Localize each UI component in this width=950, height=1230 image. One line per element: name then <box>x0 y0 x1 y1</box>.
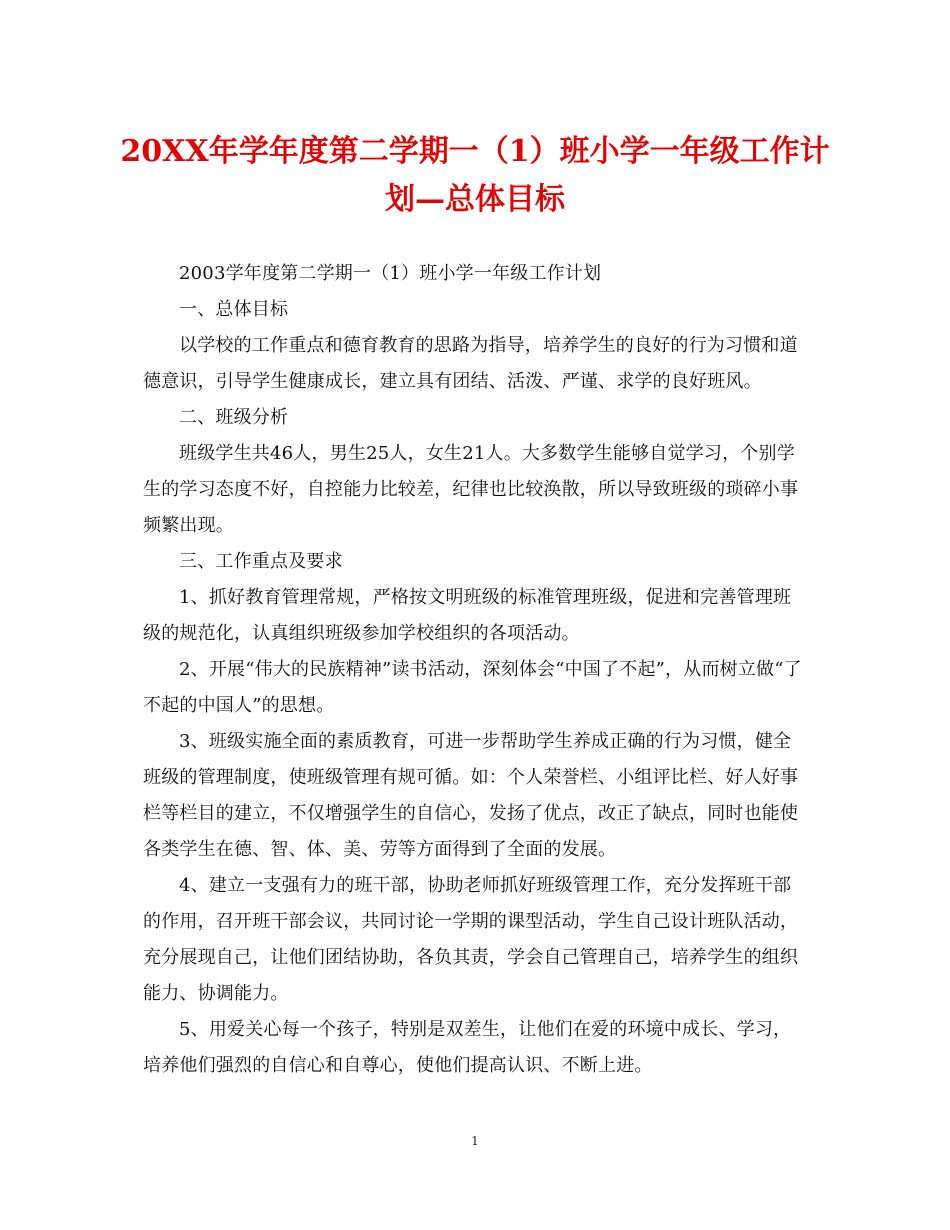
paragraph-class-analysis: 班级学生共46人，男生25人，女生21人。大多数学生能够自觉学习，个别学生的学习态度不好，自控能力比较差，纪律也比较涣散，所以导致班级的琐碎小事频繁出现。 <box>143 443 799 536</box>
document-body <box>143 256 803 1084</box>
paragraph-item-2: 2、开展“伟大的民族精神”读书活动，深刻体会“中国了不起”，从而树立做“了不起的中国人”的思想。 <box>143 659 802 716</box>
page-number: 1 <box>471 1134 479 1148</box>
document-title: 20XX年学年度第二学期一（1）班小学一年级工作计划—总体目标 <box>120 134 830 217</box>
paragraph-heading-line: 2003学年度第二学期一（1）班小学一年级工作计划 <box>179 263 602 284</box>
paragraph-item-4: 4、建立一支强有力的班干部，协助老师抓好班级管理工作，充分发挥班干部的作用，召开班干部会议，共同讨论一学期的课型活动，学生自己设计班队活动，充分展现自己，让他们团结协助，各负其责，学会自己管理自己，培养学生的组织能力、协调能力。 <box>143 875 799 1004</box>
section-heading-class-analysis: 二、班级分析 <box>179 407 289 428</box>
paragraph-item-5: 5、用爱关心每一个孩子，特别是双差生，让他们在爱的环境中成长、学习，培养他们强烈的自信心和自尊心，使他们提高认识、不断上进。 <box>143 1019 792 1076</box>
paragraph-item-3: 3、班级实施全面的素质教育，可进一步帮助学生养成正确的行为习惯，健全班级的管理制度，使班级管理有规可循。如：个人荣誉栏、小组评比栏、好人好事栏等栏目的建立，不仅增强学生的自信心，发扬了优点，改正了缺点，同时也能使各类学生在德、智、体、美、劳等方面得到了全面的发展。 <box>143 731 799 860</box>
paragraph-item-1: 1、抓好教育管理常规，严格按文明班级的标准管理班级，促进和完善管理班级的规范化，认真组织班级参加学校组织的各项活动。 <box>143 587 792 644</box>
paragraph-overall-goal: 以学校的工作重点和德育教育的思路为指导，培养学生的良好的行为习惯和道德意识，引导学生健康成长，建立具有团结、活泼、严谨、求学的良好班风。 <box>143 335 798 392</box>
section-heading-overall-goal: 一、总体目标 <box>179 299 289 320</box>
section-heading-work-focus: 三、工作重点及要求 <box>179 551 343 572</box>
